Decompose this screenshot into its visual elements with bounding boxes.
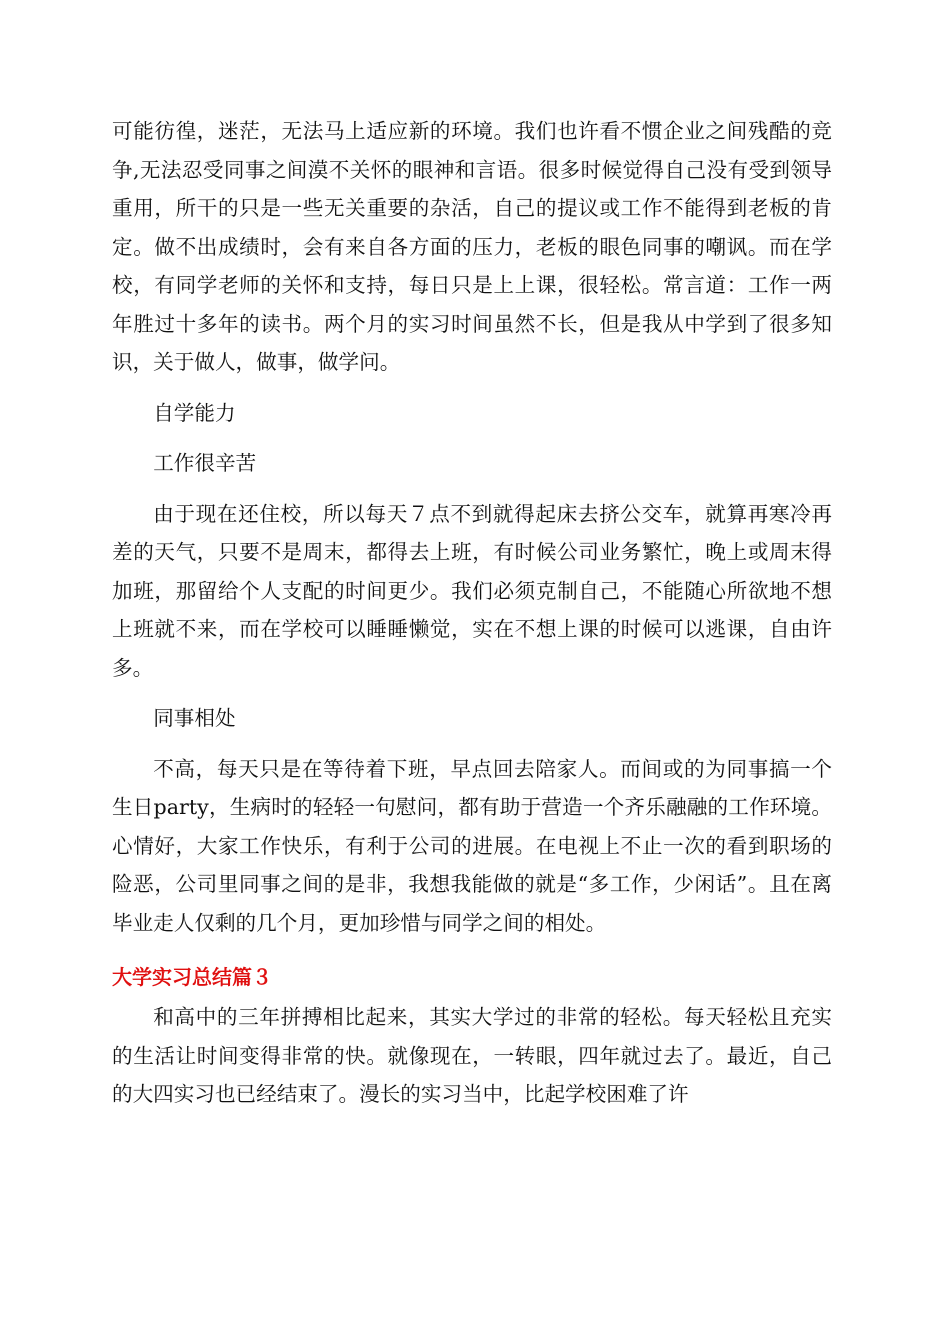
subheading-self-study: 自学能力: [153, 400, 236, 425]
paragraph-section-3: 和高中的三年拼搏相比起来，其实大学过的非常的轻松。每天轻松且充实的生活让时间变得非常的快。就像现在，一转眼，四年就过去了。最近，自己的大四实习也已经结束了。漫长的实习当中，比起学校困难了许: [112, 1005, 832, 1106]
section-heading: 大学实习总结篇３: [112, 965, 272, 989]
document-page: [112, 112, 832, 1114]
paragraph-commute: 由于现在还住校，所以每天７点不到就得起床去挤公交车，就算再寒冷再差的天气，只要不是周末，都得去上班，有时候公司业务繁忙，晚上或周末得加班，那留给个人支配的时间更少。我们必须克制自己，不能随心所欲地不想上班就不来，而在学校可以睡睡懒觉，实在不想上课的时候可以逃课，自由许多。: [112, 501, 832, 680]
paragraph-colleagues: 不高，每天只是在等待着下班，早点回去陪家人。而间或的为同事搞一个生日party，生病时的轻轻一句慰问，都有助于营造一个齐乐融融的工作环境。心情好，大家工作快乐，有利于公司的进展。在电视上不止一次的看到职场的险恶，公司里同事之间的是非，我想我能做的就是“多工作，少闲话”。且在离毕业走人仅剩的几个月，更加珍惜与同学之间的相处。: [112, 756, 832, 935]
subheading-hard-work: 工作很辛苦: [153, 451, 257, 475]
paragraph-intro: 可能彷徨，迷茫，无法马上适应新的环境。我们也许看不惯企业之间残酷的竞争,无法忍受同事之间漠不关怀的眼神和言语。很多时候觉得自己没有受到领导重用，所干的只是一些无关重要的杂活，自己的提议或工作不能得到老板的肯定。做不出成绩时，会有来自各方面的压力，老板的眼色同事的嘲讽。而在学校，有同学老师的关怀和支持，每日只是上上课，很轻松。常言道：工作一两年胜过十多年的读书。两个月的实习时间虽然不长，但是我从中学到了很多知识，关于做人，做事，做学问。: [112, 119, 832, 374]
subheading-colleagues: 同事相处: [153, 706, 236, 730]
